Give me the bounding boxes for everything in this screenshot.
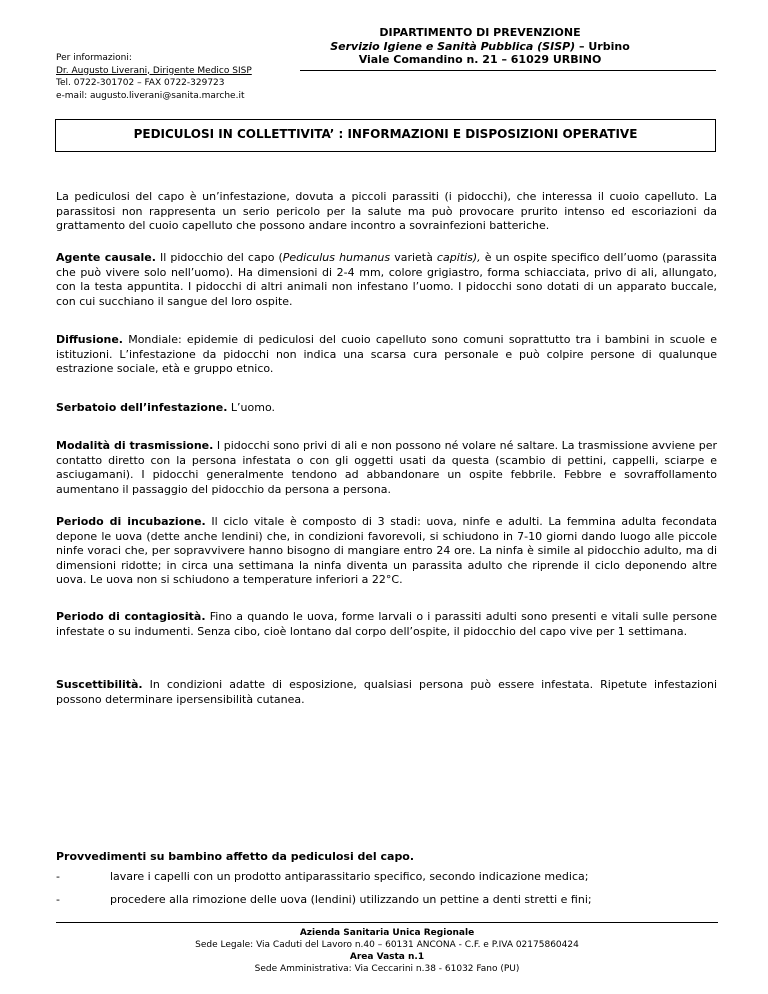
department-address: Viale Comandino n. 21 – 61029 URBINO <box>358 53 602 66</box>
suscettibilita-label: Suscettibilità. <box>56 678 143 691</box>
agente-text-pre: Il pidocchio del capo ( <box>155 251 283 264</box>
incubazione-label: Periodo di incubazione. <box>56 515 206 528</box>
species-name: Pediculus humanus <box>282 251 391 264</box>
service-location: – Urbino <box>575 39 630 53</box>
contagiosita-label: Periodo di contagiosità. <box>56 610 206 623</box>
serbatoio-text: L’uomo. <box>227 401 275 414</box>
footer-org: Azienda Sanitaria Unica Regionale <box>299 928 475 938</box>
diffusione-label: Diffusione. <box>56 333 123 346</box>
contact-email: e-mail: augusto.liverani@sanita.marche.it <box>56 90 245 101</box>
trasmissione-text: I pidocchi sono privi di ali e non possono né volare né saltare. La trasmissione avviene per contatto diretto con la persona infestata o con gli oggetti usati da questa (scambio di pettini, cappelli, sciarpe e asciugamani). I pidocchi generalmente tendono ad abbandonare un ospite febbrile. Febbre e sovraffollamento aumentano il passaggio del pidocchio da persona a persona. <box>56 439 717 496</box>
agente-text-mid: varietà <box>390 251 437 264</box>
serbatoio-label: Serbatoio dell’infestazione. <box>56 401 228 414</box>
provvedimenti-title: Provvedimenti su bambino affetto da pediculosi del capo. <box>56 850 415 863</box>
header-divider <box>300 70 716 71</box>
footer-divider <box>56 922 718 923</box>
footer-area: Area Vasta n.1 <box>349 952 425 962</box>
document-title: PEDICULOSI IN COLLETTIVITA’ : INFORMAZIONI E DISPOSIZIONI OPERATIVE <box>55 119 716 152</box>
contact-info <box>56 52 252 102</box>
trasmissione-paragraph <box>56 439 717 497</box>
contagiosita-paragraph <box>56 610 717 639</box>
contact-doctor: Dr. Augusto Liverani, Dirigente Medico SISP <box>56 65 252 76</box>
incubazione-text: Il ciclo vitale è composto di 3 stadi: uova, ninfe e adulti. La femmina adulta fecondata depone le uova (dette anche lendini) che, in condizioni favorevoli, si schiudono in 7-10 giorni dando luogo alle piccole ninfe voraci che, per sopravvivere hanno bisogno di mangiare entro 24 ore. La ninfa è simile al pidocchio adulto, ma di dimensioni ridotte; in circa una settimana la ninfa diventa un parassita adulto che riprende il ciclo deponendo altre uova. Le uova non si schiudono a temperature inferiori a 22°C. <box>56 515 717 586</box>
diffusione-text: Mondiale: epidemie di pediculosi del cuoio capelluto sono comuni soprattutto tra i bambini in scuole e istituzioni. L’infestazione da pidocchi non indica una scarsa cura personale e può colpire persone di qualunque estrazione sociale, età e gruppo etnico. <box>56 333 717 375</box>
suscettibilita-text: In condizioni adatte di esposizione, qualsiasi persona può essere infestata. Ripetute infestazioni possono determinare ipersensibilità cutanea. <box>56 678 717 706</box>
list-item <box>56 870 588 884</box>
list-item-text: procedere alla rimozione delle uova (lendini) utilizzando un pettine a denti stretti e fini; <box>110 893 592 906</box>
contagiosita-text: Fino a quando le uova, forme larvali o i parassiti adulti sono presenti e vitali sulle persone infestate o su indumenti. Senza cibo, cioè lontano dal corpo dell’ospite, il pidocchio del capo vive per 1 settimana. <box>56 610 717 638</box>
footer-admin-seat: Sede Amministrativa: Via Ceccarini n.38 - 61032 Fano (PU) <box>254 964 520 974</box>
agente-paragraph <box>56 251 717 309</box>
suscettibilita-paragraph <box>56 678 717 707</box>
contact-phone: Tel. 0722-301702 – FAX 0722-329723 <box>56 78 225 88</box>
service-line <box>300 40 660 54</box>
agente-label: Agente causale. <box>56 251 156 264</box>
service-name: Servizio Igiene e Sanità Pubblica (SISP) <box>330 39 576 53</box>
trasmissione-label: Modalità di trasmissione. <box>56 439 214 452</box>
list-bullet: - <box>56 893 60 906</box>
serbatoio-paragraph <box>56 401 717 416</box>
variety-name: capitis), <box>436 251 481 264</box>
intro-paragraph: La pediculosi del capo è un’infestazione, dovuta a piccoli parassiti (i pidocchi), che interessa il cuoio capelluto. La parassitosi non rappresenta un serio pericolo per la salute ma può provocare prurito intenso ed escoriazioni da grattamento del cuoio capelluto che possono andare incontro a sovrainfezioni batteriche. <box>56 190 717 232</box>
agente-text-post: è un ospite specifico dell’uomo (parassita che può vivere solo nell’uomo). Ha dimensioni di 2-4 mm, colore grigiastro, forma schiacciata, privo di ali, allungato, con la testa appuntita. I pidocchi di altri animali non infestano l’uomo. I pidocchi sono dotati di un apparato buccale, con cui succhiano il sangue del loro ospite. <box>56 251 717 308</box>
department-name: DIPARTIMENTO DI PREVENZIONE <box>379 26 581 39</box>
list-item-text: lavare i capelli con un prodotto antiparassitario specifico, secondo indicazione medica; <box>110 870 589 883</box>
department-header <box>300 26 660 67</box>
page-footer <box>56 927 718 975</box>
list-item <box>56 893 592 907</box>
contact-label: Per informazioni: <box>56 53 132 63</box>
list-bullet: - <box>56 870 60 883</box>
diffusione-paragraph <box>56 333 717 377</box>
footer-legal-seat: Sede Legale: Via Caduti del Lavoro n.40 – 60131 ANCONA - C.F. e P.IVA 02175860424 <box>195 940 579 950</box>
incubazione-paragraph <box>56 515 717 588</box>
